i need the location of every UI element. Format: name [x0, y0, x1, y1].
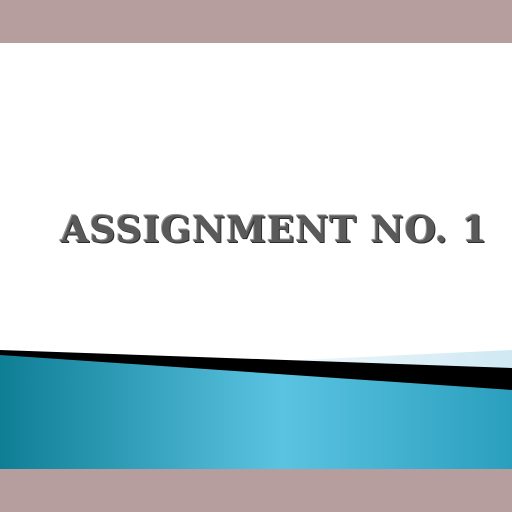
slide-title: ASSIGNMENT NO. 1	[60, 209, 488, 251]
decorative-swoosh	[0, 350, 512, 469]
top-band	[0, 0, 512, 43]
bottom-band	[0, 469, 512, 512]
